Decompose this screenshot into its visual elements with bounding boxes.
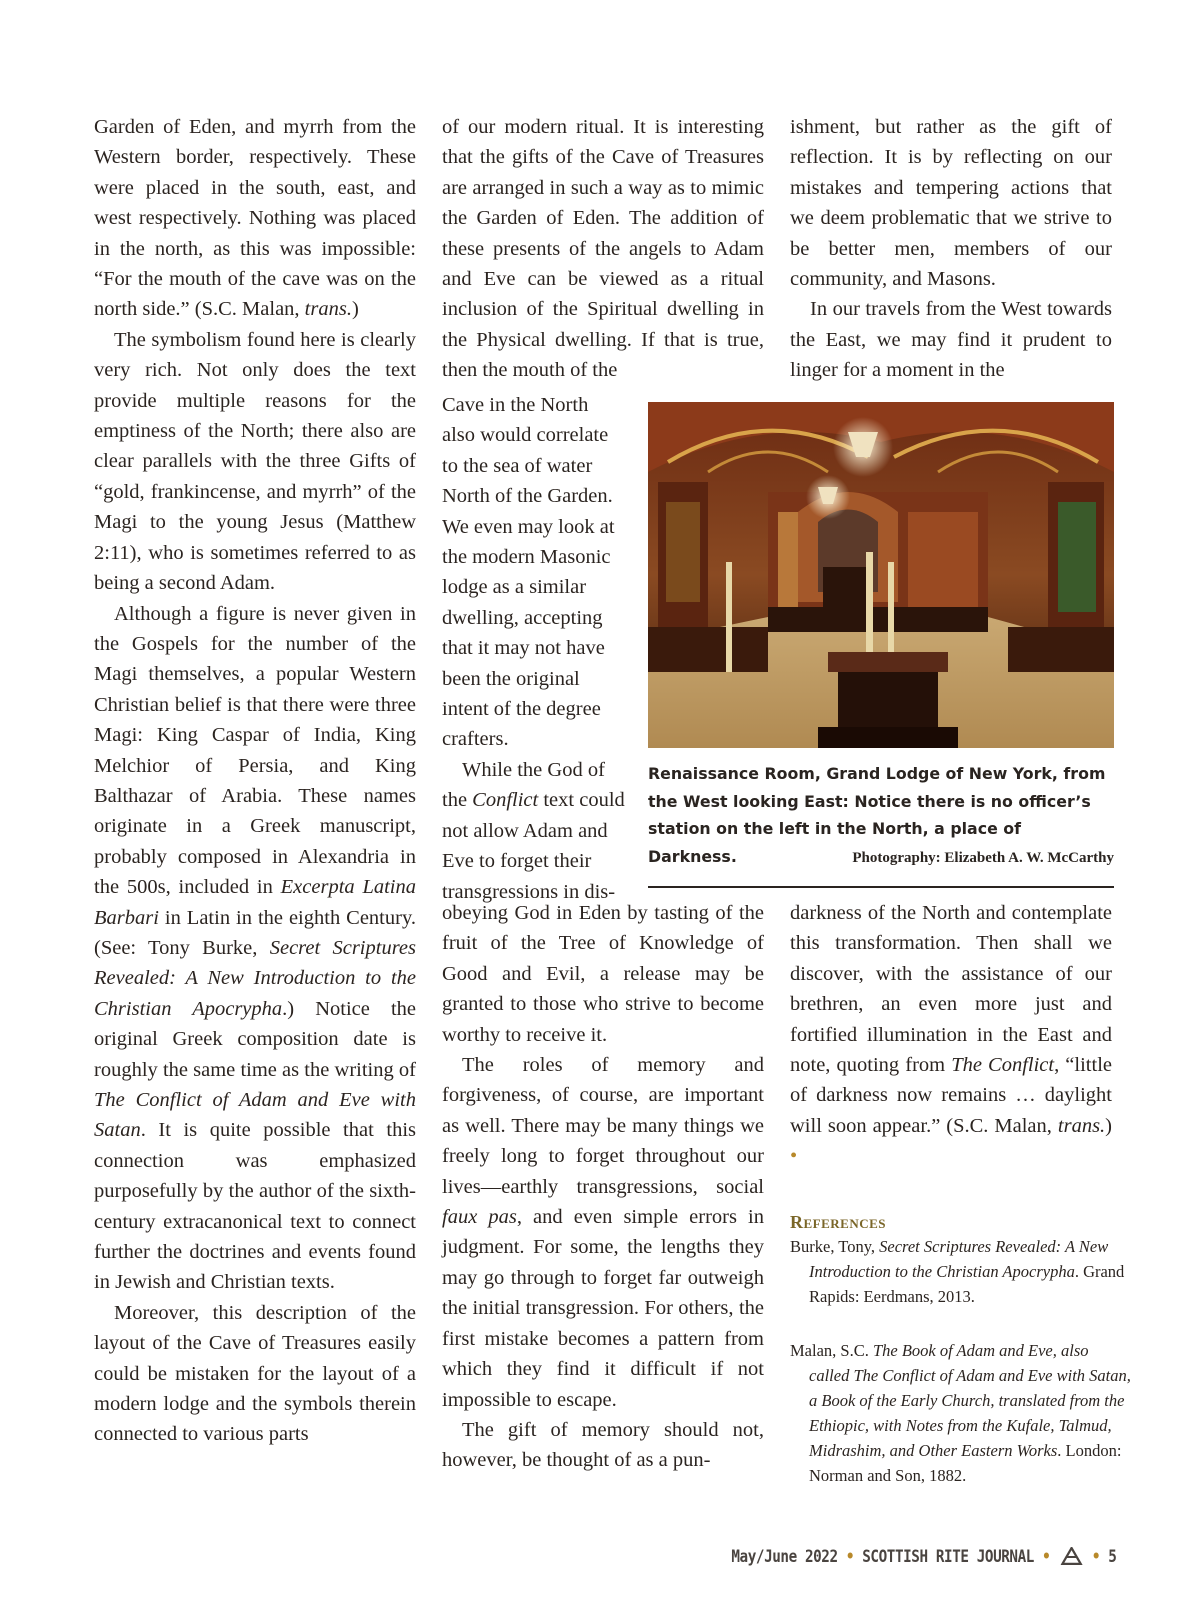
- paragraph: darkness of the North and contemplate this transformation. Then shall we discover, with the assistance of our brethren, an even more just and fortified illumination in the East and note, quoting from The Conflict, “little of darkness now remains … daylight will soon appear.” (S.C. Malan, trans.) •: [790, 902, 1112, 1168]
- paragraph: Moreover, this description of the layout of the Cave of Treasures easily could be mistaken for the layout of a modern lodge and the symbols therein connected to various parts: [94, 1301, 416, 1446]
- issue-date: May/June 2022: [730, 1547, 838, 1567]
- lodge-room-photo: [648, 402, 1114, 748]
- column-2-bottom: [442, 898, 764, 1476]
- paragraph: of our modern ritual. It is interesting that the gifts of the Cave of Treasures are arranged in such a way as to mimic the Garden of Eden. The addition of these presents of the angels to Adam and Eve can be viewed as a ritual inclusion of the Spiritual dwelling in the Physical dwelling. If that is true, then the mouth of the: [442, 116, 764, 382]
- paragraph: Although a figure is never given in the Gospels for the number of the Magi themselves, a popular Western Christian belief is that there were three Magi: King Caspar of India, King Melchior of Persia, and King Balthazar of Arabia. These names originate in a Greek manuscript, probably composed in Alexandria in the 500s, included in Excerpta Latina Barbari in Latin in the eighth Century. (See: Tony Burke, Secret Scriptures Revealed: A New Introduction to the Christian Apocrypha.) Notice the original Greek composition date is roughly the same time as the writing of The Conflict of Adam and Eve with Satan. It is quite possible that this connection was emphasized purposefully by the author of the sixth-century extracanonical text to connect further the doctrines and events found in Jewish and Christian texts.: [94, 602, 417, 1294]
- paragraph: Garden of Eden, and myrrh from the Western border, respectively. These were placed in the south, east, and west respectively. Nothing was placed in the north, as this was impossible: “For the mouth of the cave was on the north side.” (S.C. Malan, trans.): [94, 116, 416, 321]
- reference-entry: Malan, S.C. The Book of Adam and Eve, also called The Conflict of Adam and Eve with Satan, a Book of the Early Church, translated from the Ethiopic, with Notes from the Kufale, Talmud, Midrashim, and Other Eastern Works. London: Norman and Son, 1882.: [790, 1341, 1131, 1485]
- separator-dot: •: [845, 1547, 854, 1567]
- column-1: [94, 112, 416, 1450]
- double-eagle-emblem-icon: [1060, 1547, 1082, 1570]
- paragraph: The symbolism found here is clearly very rich. Not only does the text provide multiple reasons for the emptiness of the North; there also are clear parallels with the three Gifts of “gold, frankincense, and myrrh” of the Magi to the young Jesus (Matthew 2:11), who is sometimes referred to as being a second Adam.: [94, 328, 416, 595]
- column-2-top: [442, 112, 764, 386]
- paragraph: In our travels from the West towards the East, we may find it prudent to linger for a moment in the: [790, 298, 1112, 382]
- paragraph: The gift of memory should not, however, be thought of as a pun-: [442, 1418, 764, 1472]
- reference-entry: Burke, Tony, Secret Scriptures Revealed: A New Introduction to the Christian Apocrypha. Grand Rapids: Eerdmans, 2013.: [790, 1237, 1125, 1306]
- separator-dot: •: [1041, 1547, 1050, 1567]
- references-heading: References: [790, 1212, 887, 1232]
- page-number: 5: [1107, 1547, 1116, 1567]
- end-bullet: •: [790, 1145, 798, 1168]
- column-3-bottom: [790, 898, 1112, 1172]
- page-footer: [731, 1547, 1116, 1570]
- column-3-top: [790, 112, 1112, 386]
- journal-name: SCOTTISH RITE JOURNAL: [861, 1547, 1034, 1567]
- paragraph: Cave in the North also would correlate to the sea of water North of the Garden. We even may look at the modern Masonic lodge as a similar dwelling, accepting that it may not have been the original intent of the degree crafters.: [442, 394, 615, 751]
- paragraph: The roles of memory and forgiveness, of course, are important as well. There may be many things we freely long to forget throughout our lives—earthly transgressions, social faux pas, and even simple errors in judgment. For some, the lengths they may go through to forget far outweigh the initial transgression. For others, the first mistake becomes a pattern from which they find it difficult if not impossible to escape.: [442, 1054, 764, 1411]
- photo-credit: Photography: Elizabeth A. W. McCarthy: [852, 850, 1114, 866]
- caption-divider: [648, 886, 1114, 888]
- separator-dot: •: [1091, 1547, 1100, 1567]
- paragraph: ishment, but rather as the gift of reflection. It is by reflecting on our mistakes and tempering actions that we deem problematic that we strive to be better men, members of our community, and Masons.: [790, 116, 1112, 291]
- paragraph: obeying God in Eden by tasting of the fruit of the Tree of Knowledge of Good and Evil, a release may be granted to those who strive to become worthy to receive it.: [442, 902, 764, 1046]
- column-2-narrow: [442, 390, 626, 907]
- photo-caption: Renaissance Room, Grand Lodge of New York, from the West looking East: Notice there is no officer’s station on the left in the North, a place of Darkness.: [648, 764, 1106, 866]
- paragraph: While the God of the Conflict text could not allow Adam and Eve to forget their transgressions in dis-: [442, 758, 625, 903]
